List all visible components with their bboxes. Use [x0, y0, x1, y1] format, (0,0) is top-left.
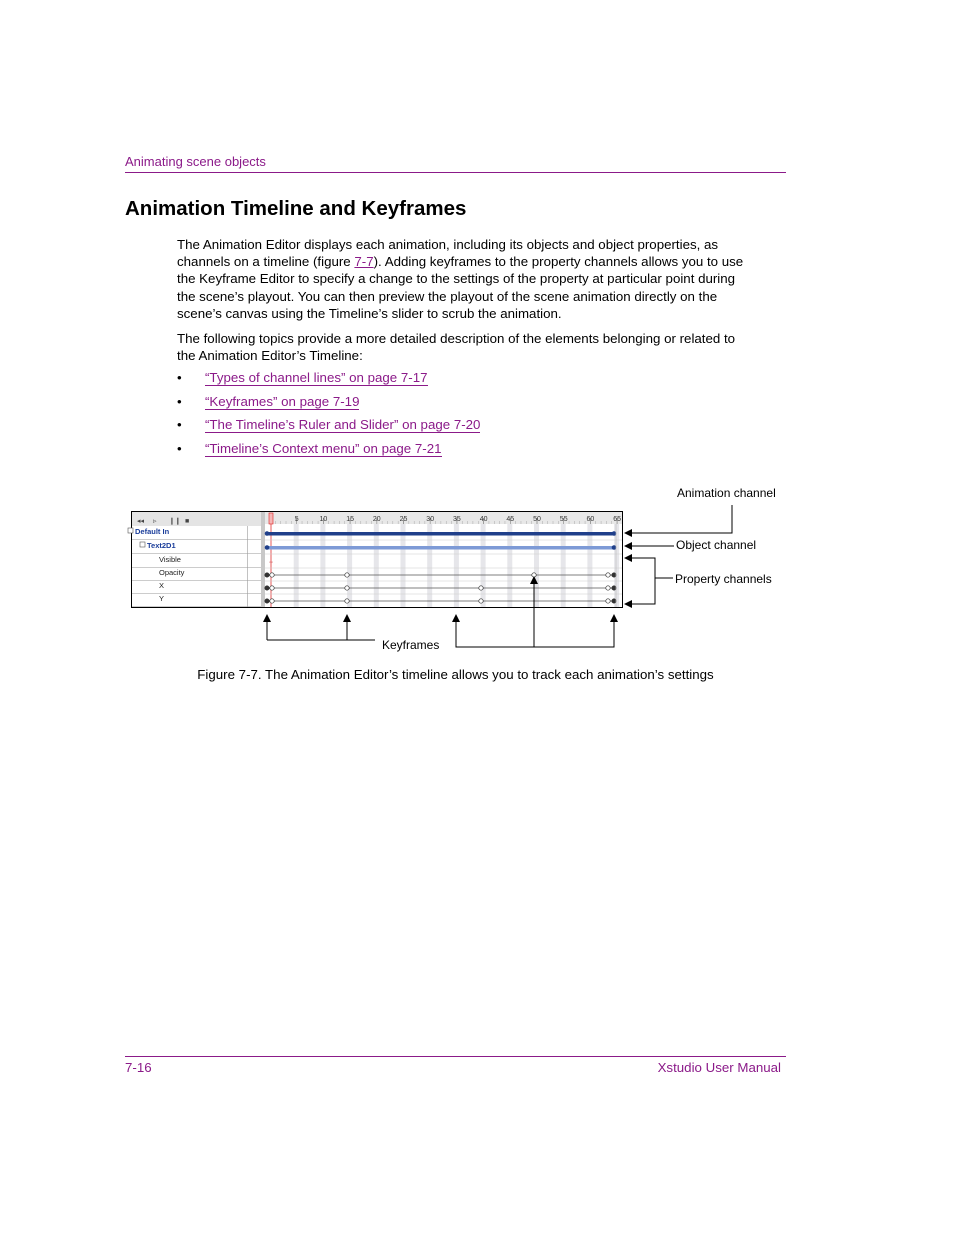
expand-toggle-icon[interactable]: [128, 528, 133, 533]
keyframe-marker[interactable]: [270, 573, 274, 577]
ruler-label: 55: [559, 516, 568, 523]
bullet: •: [177, 393, 182, 409]
ruler-label: 20: [372, 516, 381, 523]
keyframe-marker[interactable]: [479, 586, 483, 590]
frame-column-band: [614, 524, 619, 607]
intro-text-2: ). Adding keyframes to the property channels allows you to use the Keyframe Editor to specify a change to the settings of the property at particular point during the scene’s playout. You can then preview the playout of the scene animation directly on the scene’s canvas using the Timeline’s slider to scrub the animation.: [177, 254, 744, 321]
keyframe-marker[interactable]: [606, 599, 610, 603]
keyframe-marker[interactable]: [265, 531, 270, 536]
figure-caption: Figure 7-7. The Animation Editor’s timeline allows you to track each animation’s settings: [197, 667, 714, 682]
ruler-label: 65: [613, 516, 621, 523]
stop-icon[interactable]: ■: [185, 518, 190, 525]
frame-column-band: [374, 524, 379, 607]
ruler-label: 60: [586, 516, 595, 523]
ruler-label: 25: [399, 516, 408, 523]
tree-row-label[interactable]: X: [159, 581, 165, 590]
frame-column-band: [401, 524, 406, 607]
bullet: •: [177, 417, 182, 432]
list-item: [177, 369, 480, 393]
frame-column-band: [481, 524, 486, 607]
keyframe-marker[interactable]: [265, 586, 269, 590]
ruler-label: 40: [479, 516, 488, 523]
ruler-label: 10: [319, 516, 328, 523]
intro-text-1: The Animation Editor displays each animation, including its objects and object properties, as channels on a timeline (figure: [177, 237, 719, 270]
expand-toggle-icon[interactable]: [140, 542, 145, 547]
topics-paragraph: The following topics provide a more detailed description of the elements belonging or related to the Animation Editor’s Timeline:: [177, 331, 736, 364]
callout-animation-channel: Animation channel: [677, 486, 776, 500]
keyframe-marker[interactable]: [345, 573, 349, 577]
keyframe-marker[interactable]: [606, 573, 610, 577]
footer-rule: [125, 1056, 786, 1057]
keyframe-marker[interactable]: [265, 599, 269, 603]
ruler-label: 30: [426, 516, 435, 523]
play-icon[interactable]: ▹: [153, 518, 157, 525]
ruler-label: 15: [346, 516, 354, 523]
keyframe-marker[interactable]: [612, 573, 616, 577]
frame-column-band: [534, 524, 539, 607]
keyframe-marker[interactable]: [270, 586, 274, 590]
timeline-figure: [125, 480, 805, 660]
list-item: [177, 416, 480, 440]
tree-row-label[interactable]: Y: [159, 594, 165, 603]
topic-link[interactable]: “Keyframes” on page 7-19: [205, 393, 360, 409]
animation-channel-leader: [625, 505, 732, 533]
keyframe-leader: [456, 640, 614, 647]
running-head: Animating scene objects: [125, 154, 266, 169]
keyframe-marker[interactable]: [265, 545, 270, 550]
rewind-icon[interactable]: ◂◂: [137, 518, 145, 525]
topic-link[interactable]: “Timeline’s Context menu” on page 7-21: [205, 440, 442, 456]
keyframe-marker[interactable]: [479, 599, 483, 603]
frame-column-band: [561, 524, 566, 607]
page-number: 7-16: [125, 1060, 152, 1075]
timeline-area: [265, 512, 622, 607]
frame-column-band: [294, 524, 299, 607]
frame-column-band: [507, 524, 512, 607]
keyframe-marker[interactable]: [345, 586, 349, 590]
ruler-label: 35: [453, 516, 461, 523]
keyframe-marker[interactable]: [345, 599, 349, 603]
topic-list: [177, 369, 480, 463]
keyframe-marker[interactable]: [612, 599, 616, 603]
animation-channel-bar[interactable]: [267, 532, 614, 536]
timeline-figure-svg: [125, 480, 805, 660]
tree-row-label[interactable]: Default In: [135, 527, 170, 536]
figure-link[interactable]: 7-7: [354, 254, 374, 270]
keyframe-marker[interactable]: [532, 573, 536, 577]
section-title: Animation Timeline and Keyframes: [125, 197, 467, 220]
frame-column-band: [587, 524, 592, 607]
ruler-label: 50: [533, 516, 541, 523]
keyframe-marker[interactable]: [612, 545, 617, 550]
header-rule: [125, 172, 786, 173]
topic-link[interactable]: “The Timeline’s Ruler and Slider” on page 7-20: [205, 417, 481, 432]
frame-column-band: [347, 524, 352, 607]
list-item: [177, 393, 480, 417]
tree-row-label[interactable]: Opacity: [159, 568, 185, 577]
property-channels-leader-bottom: [625, 578, 655, 604]
frame-column-band: [427, 524, 432, 607]
timeline-slider[interactable]: [269, 513, 273, 524]
tree-row-label[interactable]: Text2D1: [147, 541, 176, 550]
callout-keyframes: Keyframes: [382, 638, 440, 652]
callout-property-channels: Property channels: [675, 572, 772, 586]
keyframe-marker[interactable]: [265, 573, 269, 577]
list-item: [177, 440, 480, 464]
keyframe-marker[interactable]: [612, 586, 616, 590]
property-channels-leader-top: [625, 558, 673, 578]
keyframe-marker[interactable]: [612, 531, 617, 536]
tree-row-label[interactable]: Visible: [159, 555, 181, 564]
frame-column-band: [320, 524, 325, 607]
ruler-label: 5: [294, 516, 299, 523]
bullet: •: [177, 370, 182, 385]
keyframe-marker[interactable]: [606, 586, 610, 590]
timeline-screenshot: [128, 512, 623, 608]
keyframe-marker[interactable]: [270, 599, 274, 603]
pause-icon[interactable]: ❙❙: [169, 518, 181, 525]
visible-toggle-icon[interactable]: ◦◦: [269, 560, 274, 566]
object-channel-bar[interactable]: [267, 546, 614, 550]
tree-toolbar: [132, 512, 261, 526]
intro-paragraph: [177, 236, 747, 322]
manual-title: Xstudio User Manual: [657, 1060, 781, 1075]
callout-object-channel: Object channel: [676, 538, 757, 552]
topic-link[interactable]: “Types of channel lines” on page 7-17: [205, 370, 428, 385]
ruler-label: 45: [506, 516, 515, 523]
bullet: •: [177, 440, 182, 456]
frame-column-band: [454, 524, 459, 607]
panel-splitter[interactable]: [261, 512, 265, 607]
